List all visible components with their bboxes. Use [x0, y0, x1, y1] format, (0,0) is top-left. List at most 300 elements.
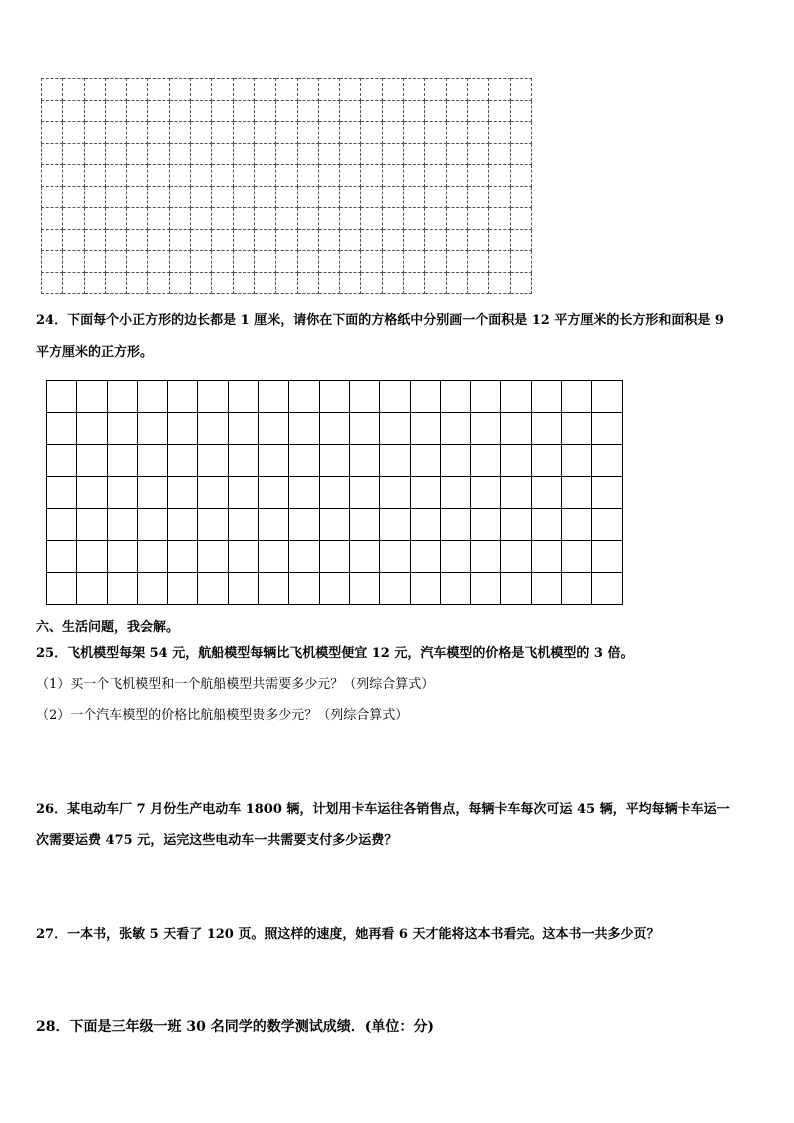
- grid-cell: [148, 186, 169, 208]
- grid-cell: [380, 413, 410, 445]
- grid-cell: [276, 229, 297, 251]
- grid-cell: [446, 208, 467, 230]
- grid-cell: [63, 208, 84, 230]
- grid-cell: [148, 229, 169, 251]
- grid-cell: [137, 413, 167, 445]
- grid-cell: [84, 165, 105, 187]
- grid-cell: [127, 100, 148, 122]
- grid-cell: [169, 229, 190, 251]
- grid-cell: [349, 413, 379, 445]
- grid-cell: [404, 79, 425, 101]
- grid-cell: [289, 445, 319, 477]
- grid-cell: [297, 272, 318, 294]
- grid-cell: [489, 143, 510, 165]
- grid-cell: [191, 186, 212, 208]
- grid-cell: [319, 477, 349, 509]
- grid-cell: [592, 541, 622, 573]
- grid-cell: [42, 208, 63, 230]
- grid-cell: [297, 186, 318, 208]
- grid-cell: [380, 541, 410, 573]
- grid-cell: [471, 573, 501, 605]
- grid-cell: [297, 165, 318, 187]
- grid-cell: [77, 541, 107, 573]
- grid-cell: [198, 541, 228, 573]
- grid-cell: [169, 208, 190, 230]
- grid-cell: [169, 100, 190, 122]
- grid-cell: [404, 186, 425, 208]
- grid-cell: [318, 122, 339, 144]
- grid-cell: [254, 165, 275, 187]
- grid-cell: [42, 165, 63, 187]
- grid-cell: [198, 445, 228, 477]
- grid-cell: [254, 143, 275, 165]
- grid-cell: [105, 186, 126, 208]
- grid-cell: [319, 413, 349, 445]
- grid-cell: [562, 477, 592, 509]
- grid-cell: [319, 541, 349, 573]
- grid-cell: [42, 79, 63, 101]
- grid-cell: [191, 79, 212, 101]
- grid-cell: [531, 445, 561, 477]
- grid-cell: [137, 573, 167, 605]
- grid-cell: [169, 165, 190, 187]
- grid-cell: [228, 445, 258, 477]
- grid-cell: [489, 165, 510, 187]
- grid-cell: [531, 381, 561, 413]
- q25-sub1: （1）买一个飞机模型和一个航船模型共需要多少元？（列综合算式）: [36, 677, 435, 692]
- grid-cell: [562, 381, 592, 413]
- grid-cell: [380, 445, 410, 477]
- grid-cell: [168, 445, 198, 477]
- grid-cell: [318, 251, 339, 273]
- grid-cell: [127, 229, 148, 251]
- grid-cell: [212, 79, 233, 101]
- grid-cell: [319, 381, 349, 413]
- grid-cell: [168, 381, 198, 413]
- grid-cell: [77, 413, 107, 445]
- grid-cell: [47, 445, 77, 477]
- grid-cell: [212, 165, 233, 187]
- grid-cell: [340, 229, 361, 251]
- grid-cell: [148, 272, 169, 294]
- grid-cell: [276, 100, 297, 122]
- grid-cell: [169, 79, 190, 101]
- grid-cell: [440, 573, 470, 605]
- grid-cell: [198, 413, 228, 445]
- grid-cell: [467, 272, 488, 294]
- grid-cell: [440, 477, 470, 509]
- grid-cell: [410, 509, 440, 541]
- grid-row: [42, 272, 532, 294]
- grid-cell: [77, 381, 107, 413]
- grid-cell: [404, 208, 425, 230]
- grid-cell: [471, 413, 501, 445]
- grid-cell: [349, 445, 379, 477]
- grid-cell: [105, 143, 126, 165]
- grid-cell: [361, 143, 382, 165]
- grid-cell: [148, 100, 169, 122]
- grid-cell: [440, 413, 470, 445]
- section-six-title: 六、生活问题，我会解。: [36, 620, 180, 635]
- grid-cell: [212, 208, 233, 230]
- grid-cell: [105, 208, 126, 230]
- grid-cell: [233, 165, 254, 187]
- grid-cell: [531, 477, 561, 509]
- grid-cell: [318, 186, 339, 208]
- grid-cell: [254, 272, 275, 294]
- grid-row: [42, 165, 532, 187]
- grid-row: [42, 208, 532, 230]
- grid-cell: [63, 143, 84, 165]
- grid-cell: [233, 186, 254, 208]
- square-grid-paper[interactable]: [46, 380, 623, 605]
- grid-cell: [42, 100, 63, 122]
- grid-cell: [446, 100, 467, 122]
- grid-cell: [148, 79, 169, 101]
- grid-cell: [191, 122, 212, 144]
- grid-cell: [361, 272, 382, 294]
- grid-cell: [510, 122, 531, 144]
- grid-cell: [191, 272, 212, 294]
- grid-cell: [47, 573, 77, 605]
- grid-cell: [425, 272, 446, 294]
- grid-cell: [42, 122, 63, 144]
- grid-cell: [382, 122, 403, 144]
- grid-cell: [63, 251, 84, 273]
- grid-cell: [501, 509, 531, 541]
- grid-cell: [169, 122, 190, 144]
- grid-cell: [592, 477, 622, 509]
- grid-cell: [228, 413, 258, 445]
- grid-cell: [467, 251, 488, 273]
- grid-cell: [340, 272, 361, 294]
- grid-cell: [228, 381, 258, 413]
- grid-cell: [340, 122, 361, 144]
- grid-cell: [77, 509, 107, 541]
- grid-cell: [212, 251, 233, 273]
- grid-cell: [84, 122, 105, 144]
- grid-cell: [318, 79, 339, 101]
- grid-cell: [562, 413, 592, 445]
- grid-cell: [501, 445, 531, 477]
- grid-cell: [440, 381, 470, 413]
- grid-cell: [318, 143, 339, 165]
- grid-cell: [137, 541, 167, 573]
- grid-cell: [84, 251, 105, 273]
- grid-cell: [562, 541, 592, 573]
- grid-cell: [254, 208, 275, 230]
- grid-cell: [446, 229, 467, 251]
- grid-cell: [107, 477, 137, 509]
- grid-cell: [233, 122, 254, 144]
- grid-cell: [531, 413, 561, 445]
- grid-cell: [259, 445, 289, 477]
- grid-cell: [380, 573, 410, 605]
- grid-cell: [47, 381, 77, 413]
- grid-cell: [501, 413, 531, 445]
- grid-cell: [276, 122, 297, 144]
- grid-cell: [510, 251, 531, 273]
- grid-cell: [107, 509, 137, 541]
- grid-cell: [254, 79, 275, 101]
- grid-cell: [318, 208, 339, 230]
- grid-cell: [467, 79, 488, 101]
- grid-cell: [42, 229, 63, 251]
- grid-cell: [63, 186, 84, 208]
- q24-text-line1: 24．下面每个小正方形的边长都是 1 厘米，请你在下面的方格纸中分别画一个面积是 12 平方厘米的长方形和面积是 9: [36, 313, 724, 328]
- grid-cell: [562, 573, 592, 605]
- grid-cell: [489, 122, 510, 144]
- grid-cell: [446, 143, 467, 165]
- grid-cell: [191, 208, 212, 230]
- grid-cell: [382, 143, 403, 165]
- grid-cell: [410, 573, 440, 605]
- grid-cell: [410, 413, 440, 445]
- grid-cell: [191, 251, 212, 273]
- grid-cell: [289, 413, 319, 445]
- grid-cell: [42, 186, 63, 208]
- grid-cell: [471, 445, 501, 477]
- grid-cell: [63, 100, 84, 122]
- grid-cell: [489, 186, 510, 208]
- grid-cell: [127, 122, 148, 144]
- grid-cell: [276, 272, 297, 294]
- grid-cell: [349, 509, 379, 541]
- grid-cell: [169, 251, 190, 273]
- grid-cell: [425, 208, 446, 230]
- grid-cell: [531, 573, 561, 605]
- grid-cell: [510, 143, 531, 165]
- grid-cell: [212, 272, 233, 294]
- grid-cell: [63, 122, 84, 144]
- grid-cell: [289, 573, 319, 605]
- grid-cell: [254, 229, 275, 251]
- grid-cell: [404, 229, 425, 251]
- grid-cell: [107, 541, 137, 573]
- grid-cell: [446, 79, 467, 101]
- grid-cell: [382, 229, 403, 251]
- grid-cell: [259, 413, 289, 445]
- grid-cell: [592, 573, 622, 605]
- grid-cell: [404, 100, 425, 122]
- grid-cell: [212, 122, 233, 144]
- grid-cell: [340, 186, 361, 208]
- grid-cell: [510, 229, 531, 251]
- grid-cell: [501, 381, 531, 413]
- grid-cell: [233, 79, 254, 101]
- grid-cell: [198, 477, 228, 509]
- grid-row: [42, 100, 532, 122]
- grid-cell: [77, 477, 107, 509]
- grid-cell: [198, 381, 228, 413]
- grid-cell: [440, 445, 470, 477]
- grid-cell: [382, 186, 403, 208]
- grid-cell: [105, 122, 126, 144]
- grid-cell: [77, 445, 107, 477]
- grid-cell: [289, 509, 319, 541]
- grid-cell: [382, 272, 403, 294]
- grid-row: [47, 573, 623, 605]
- grid-cell: [361, 100, 382, 122]
- grid-cell: [169, 272, 190, 294]
- grid-cell: [127, 186, 148, 208]
- grid-cell: [228, 573, 258, 605]
- grid-cell: [340, 165, 361, 187]
- grid-cell: [531, 509, 561, 541]
- grid-cell: [259, 381, 289, 413]
- grid-cell: [107, 413, 137, 445]
- grid-cell: [63, 229, 84, 251]
- grid-cell: [382, 100, 403, 122]
- grid-cell: [592, 381, 622, 413]
- grid-cell: [361, 165, 382, 187]
- grid-cell: [233, 143, 254, 165]
- grid-cell: [137, 477, 167, 509]
- grid-cell: [410, 541, 440, 573]
- grid-cell: [233, 208, 254, 230]
- grid-row: [42, 186, 532, 208]
- grid-row: [42, 229, 532, 251]
- grid-cell: [289, 381, 319, 413]
- grid-cell: [191, 165, 212, 187]
- grid-cell: [382, 208, 403, 230]
- grid-cell: [198, 573, 228, 605]
- grid-row: [47, 477, 623, 509]
- grid-cell: [127, 251, 148, 273]
- grid-cell: [510, 208, 531, 230]
- grid-cell: [228, 509, 258, 541]
- grid-cell: [259, 477, 289, 509]
- grid-cell: [318, 100, 339, 122]
- grid-row: [42, 251, 532, 273]
- grid-cell: [592, 445, 622, 477]
- grid-cell: [471, 477, 501, 509]
- grid-cell: [169, 143, 190, 165]
- grid-cell: [467, 186, 488, 208]
- grid-cell: [169, 186, 190, 208]
- grid-cell: [404, 122, 425, 144]
- grid-cell: [318, 229, 339, 251]
- grid-row: [42, 143, 532, 165]
- grid-cell: [63, 272, 84, 294]
- grid-cell: [168, 477, 198, 509]
- grid-cell: [276, 208, 297, 230]
- grid-row: [42, 122, 532, 144]
- grid-cell: [42, 272, 63, 294]
- grid-cell: [467, 122, 488, 144]
- dashed-grid-paper: [41, 78, 532, 294]
- grid-cell: [276, 143, 297, 165]
- grid-cell: [148, 143, 169, 165]
- grid-cell: [425, 122, 446, 144]
- grid-cell: [233, 229, 254, 251]
- grid-cell: [349, 573, 379, 605]
- grid-cell: [107, 381, 137, 413]
- grid-cell: [510, 165, 531, 187]
- grid-cell: [467, 100, 488, 122]
- grid-cell: [233, 100, 254, 122]
- grid-cell: [425, 100, 446, 122]
- grid-cell: [63, 79, 84, 101]
- grid-cell: [592, 413, 622, 445]
- grid-cell: [489, 208, 510, 230]
- grid-cell: [410, 381, 440, 413]
- grid-cell: [105, 79, 126, 101]
- grid-cell: [105, 229, 126, 251]
- grid-cell: [105, 251, 126, 273]
- grid-cell: [168, 573, 198, 605]
- grid-cell: [297, 143, 318, 165]
- grid-cell: [531, 541, 561, 573]
- grid-cell: [467, 165, 488, 187]
- grid-row: [42, 79, 532, 101]
- grid-cell: [297, 251, 318, 273]
- grid-cell: [276, 165, 297, 187]
- grid-cell: [446, 165, 467, 187]
- grid-cell: [228, 477, 258, 509]
- grid-cell: [254, 122, 275, 144]
- grid-cell: [361, 122, 382, 144]
- grid-cell: [340, 143, 361, 165]
- grid-cell: [84, 79, 105, 101]
- grid-cell: [212, 100, 233, 122]
- grid-cell: [471, 541, 501, 573]
- grid-cell: [168, 509, 198, 541]
- grid-cell: [63, 165, 84, 187]
- grid-cell: [191, 143, 212, 165]
- grid-row: [47, 509, 623, 541]
- grid-cell: [105, 100, 126, 122]
- q26-text-line1: 26．某电动车厂 7 月份生产电动车 1800 辆，计划用卡车运往各销售点，每辆卡车每次可运 45 辆，平均每辆卡车运一: [36, 802, 730, 817]
- grid-cell: [84, 186, 105, 208]
- grid-cell: [254, 100, 275, 122]
- grid-cell: [380, 509, 410, 541]
- grid-row: [47, 445, 623, 477]
- grid-cell: [191, 229, 212, 251]
- grid-cell: [105, 272, 126, 294]
- grid-cell: [233, 272, 254, 294]
- grid-cell: [510, 100, 531, 122]
- grid-cell: [319, 445, 349, 477]
- q27-text: 27．一本书，张敏 5 天看了 120 页。照这样的速度，她再看 6 天才能将这本书看完。这本书一共多少页？: [36, 927, 660, 942]
- grid-cell: [228, 541, 258, 573]
- grid-cell: [297, 122, 318, 144]
- grid-cell: [425, 229, 446, 251]
- grid-row: [47, 413, 623, 445]
- grid-cell: [361, 251, 382, 273]
- grid-cell: [425, 186, 446, 208]
- grid-cell: [276, 79, 297, 101]
- grid-cell: [233, 251, 254, 273]
- grid-cell: [410, 477, 440, 509]
- grid-cell: [489, 100, 510, 122]
- grid-cell: [137, 509, 167, 541]
- grid-cell: [361, 79, 382, 101]
- q25-sub2: （2）一个汽车模型的价格比航船模型贵多少元？（列综合算式）: [36, 708, 409, 723]
- grid-cell: [107, 445, 137, 477]
- grid-cell: [349, 381, 379, 413]
- grid-cell: [562, 509, 592, 541]
- grid-cell: [446, 272, 467, 294]
- grid-cell: [47, 509, 77, 541]
- grid-cell: [425, 143, 446, 165]
- grid-cell: [471, 509, 501, 541]
- grid-cell: [361, 229, 382, 251]
- grid-cell: [212, 143, 233, 165]
- q25-stem: 25．飞机模型每架 54 元，航船模型每辆比飞机模型便宜 12 元，汽车模型的价格是飞机模型的 3 倍。: [36, 646, 634, 661]
- grid-cell: [467, 208, 488, 230]
- grid-cell: [254, 186, 275, 208]
